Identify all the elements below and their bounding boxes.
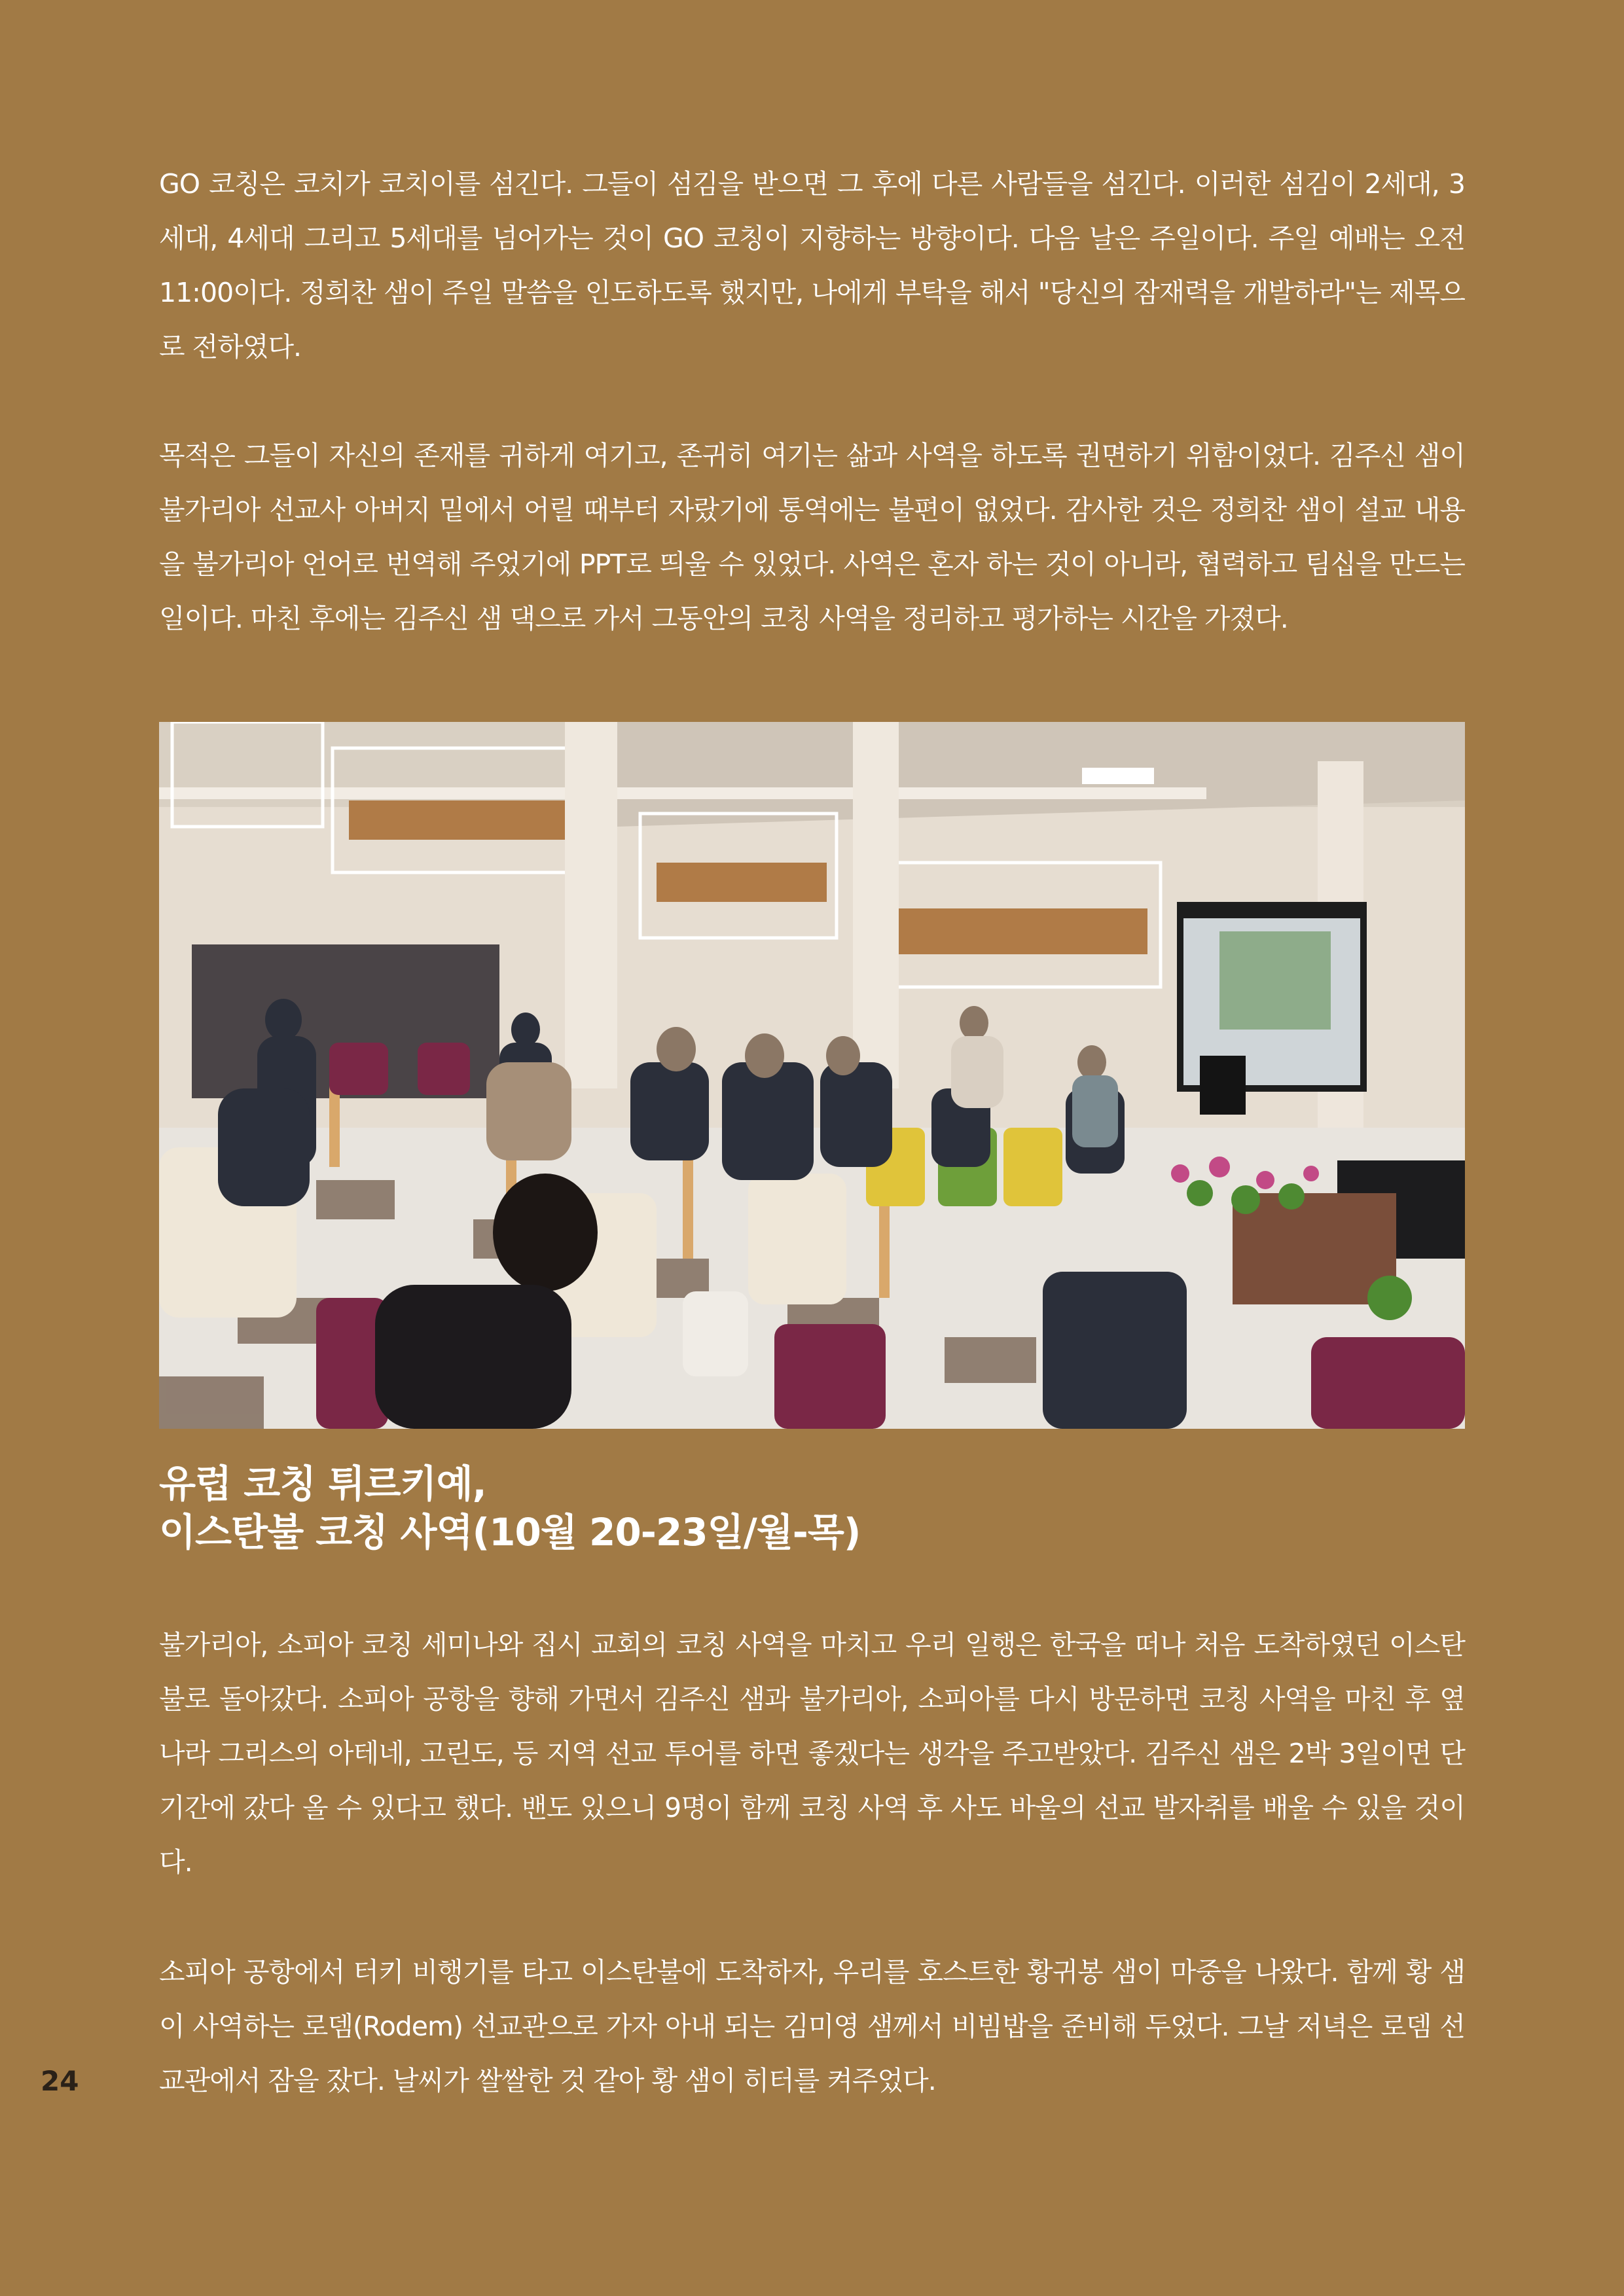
intro-paragraph: GO 코칭은 코치가 코치이를 섬긴다. 그들이 섬김을 받으면 그 후에 다른 사람들을 섬긴다. 이러한 섬김이 2세대, 3세대, 4세대 그리고 5세대를 넘어가는 것이 GO 코칭이 지향하는 방향이다. 다음 날은 주일이다. 주일 예배는 오전 11:00이다. 정희찬 샘이 주일 말씀을 인도하도록 했지만, 나에게 부탁을 해서 "당신의 잠재력을 개발하라"는 제목으로 전하였다. (159, 168, 1465, 363)
purpose-paragraph: 목적은 그들이 자신의 존재를 귀하게 여기고, 존귀히 여기는 삶과 사역을 하도록 권면하기 위함이었다. 김주신 샘이 불가리아 선교사 아버지 밑에서 어릴 때부터 자랐기에 통역에는 불편이 없었다. 감사한 것은 정희찬 샘이 설교 내용을 불가리아 언어로 번역해 주었기에 PPT로 띄울 수 있었다. 사역은 혼자 하는 것이 아니라, 협력하고 팀십을 만드는 일이다. 마친 후에는 김주신 샘 댁으로 가서 그동안의 코칭 사역을 정리하고 평가하는 시간을 가졌다. (159, 440, 1465, 634)
section-heading-line2: 이스탄불 코칭 사역(10월 20-23일/월-목) (159, 1510, 861, 1554)
return-to-istanbul-paragraph: 불가리아, 소피아 코칭 세미나와 집시 교회의 코칭 사역을 마치고 우리 일행은 한국을 떠나 처음 도착하였던 이스탄불로 돌아갔다. 소피아 공항을 향해 가면서 김주신 샘과 불가리아, 소피아를 다시 방문하면 코칭 사역을 마친 후 옆 나라 그리스의 아테네, 고린도, 등 지역 선교 투어를 하면 좋겠다는 생각을 주고받았다. 김주신 샘은 2박 3일이면 단기간에 갔다 올 수 있다고 했다. 밴도 있으니 9명이 함께 코칭 사역 후 사도 바울의 선교 발자취를 배울 수 있을 것이다. (159, 1629, 1465, 1878)
arrival-paragraph: 소피아 공항에서 터키 비행기를 타고 이스탄불에 도착하자, 우리를 호스트한 황귀봉 샘이 마중을 나왔다. 함께 황 샘이 사역하는 로뎀(Rodem) 선교관으로 가자 아내 되는 김미영 샘께서 비빔밥을 준비해 두었다. 그날 저녁은 로뎀 선교관에서 잠을 잤다. 날씨가 쌀쌀한 것 같아 황 샘이 히터를 켜주었다. (159, 1956, 1465, 2096)
church-meeting-illustration (159, 722, 1465, 1429)
church-meeting-photo (159, 722, 1465, 1429)
section-heading (159, 1460, 860, 1556)
section-heading-line1: 유럽 코칭 튀르키예, (159, 1462, 486, 1506)
page-number: 24 (41, 2065, 79, 2097)
